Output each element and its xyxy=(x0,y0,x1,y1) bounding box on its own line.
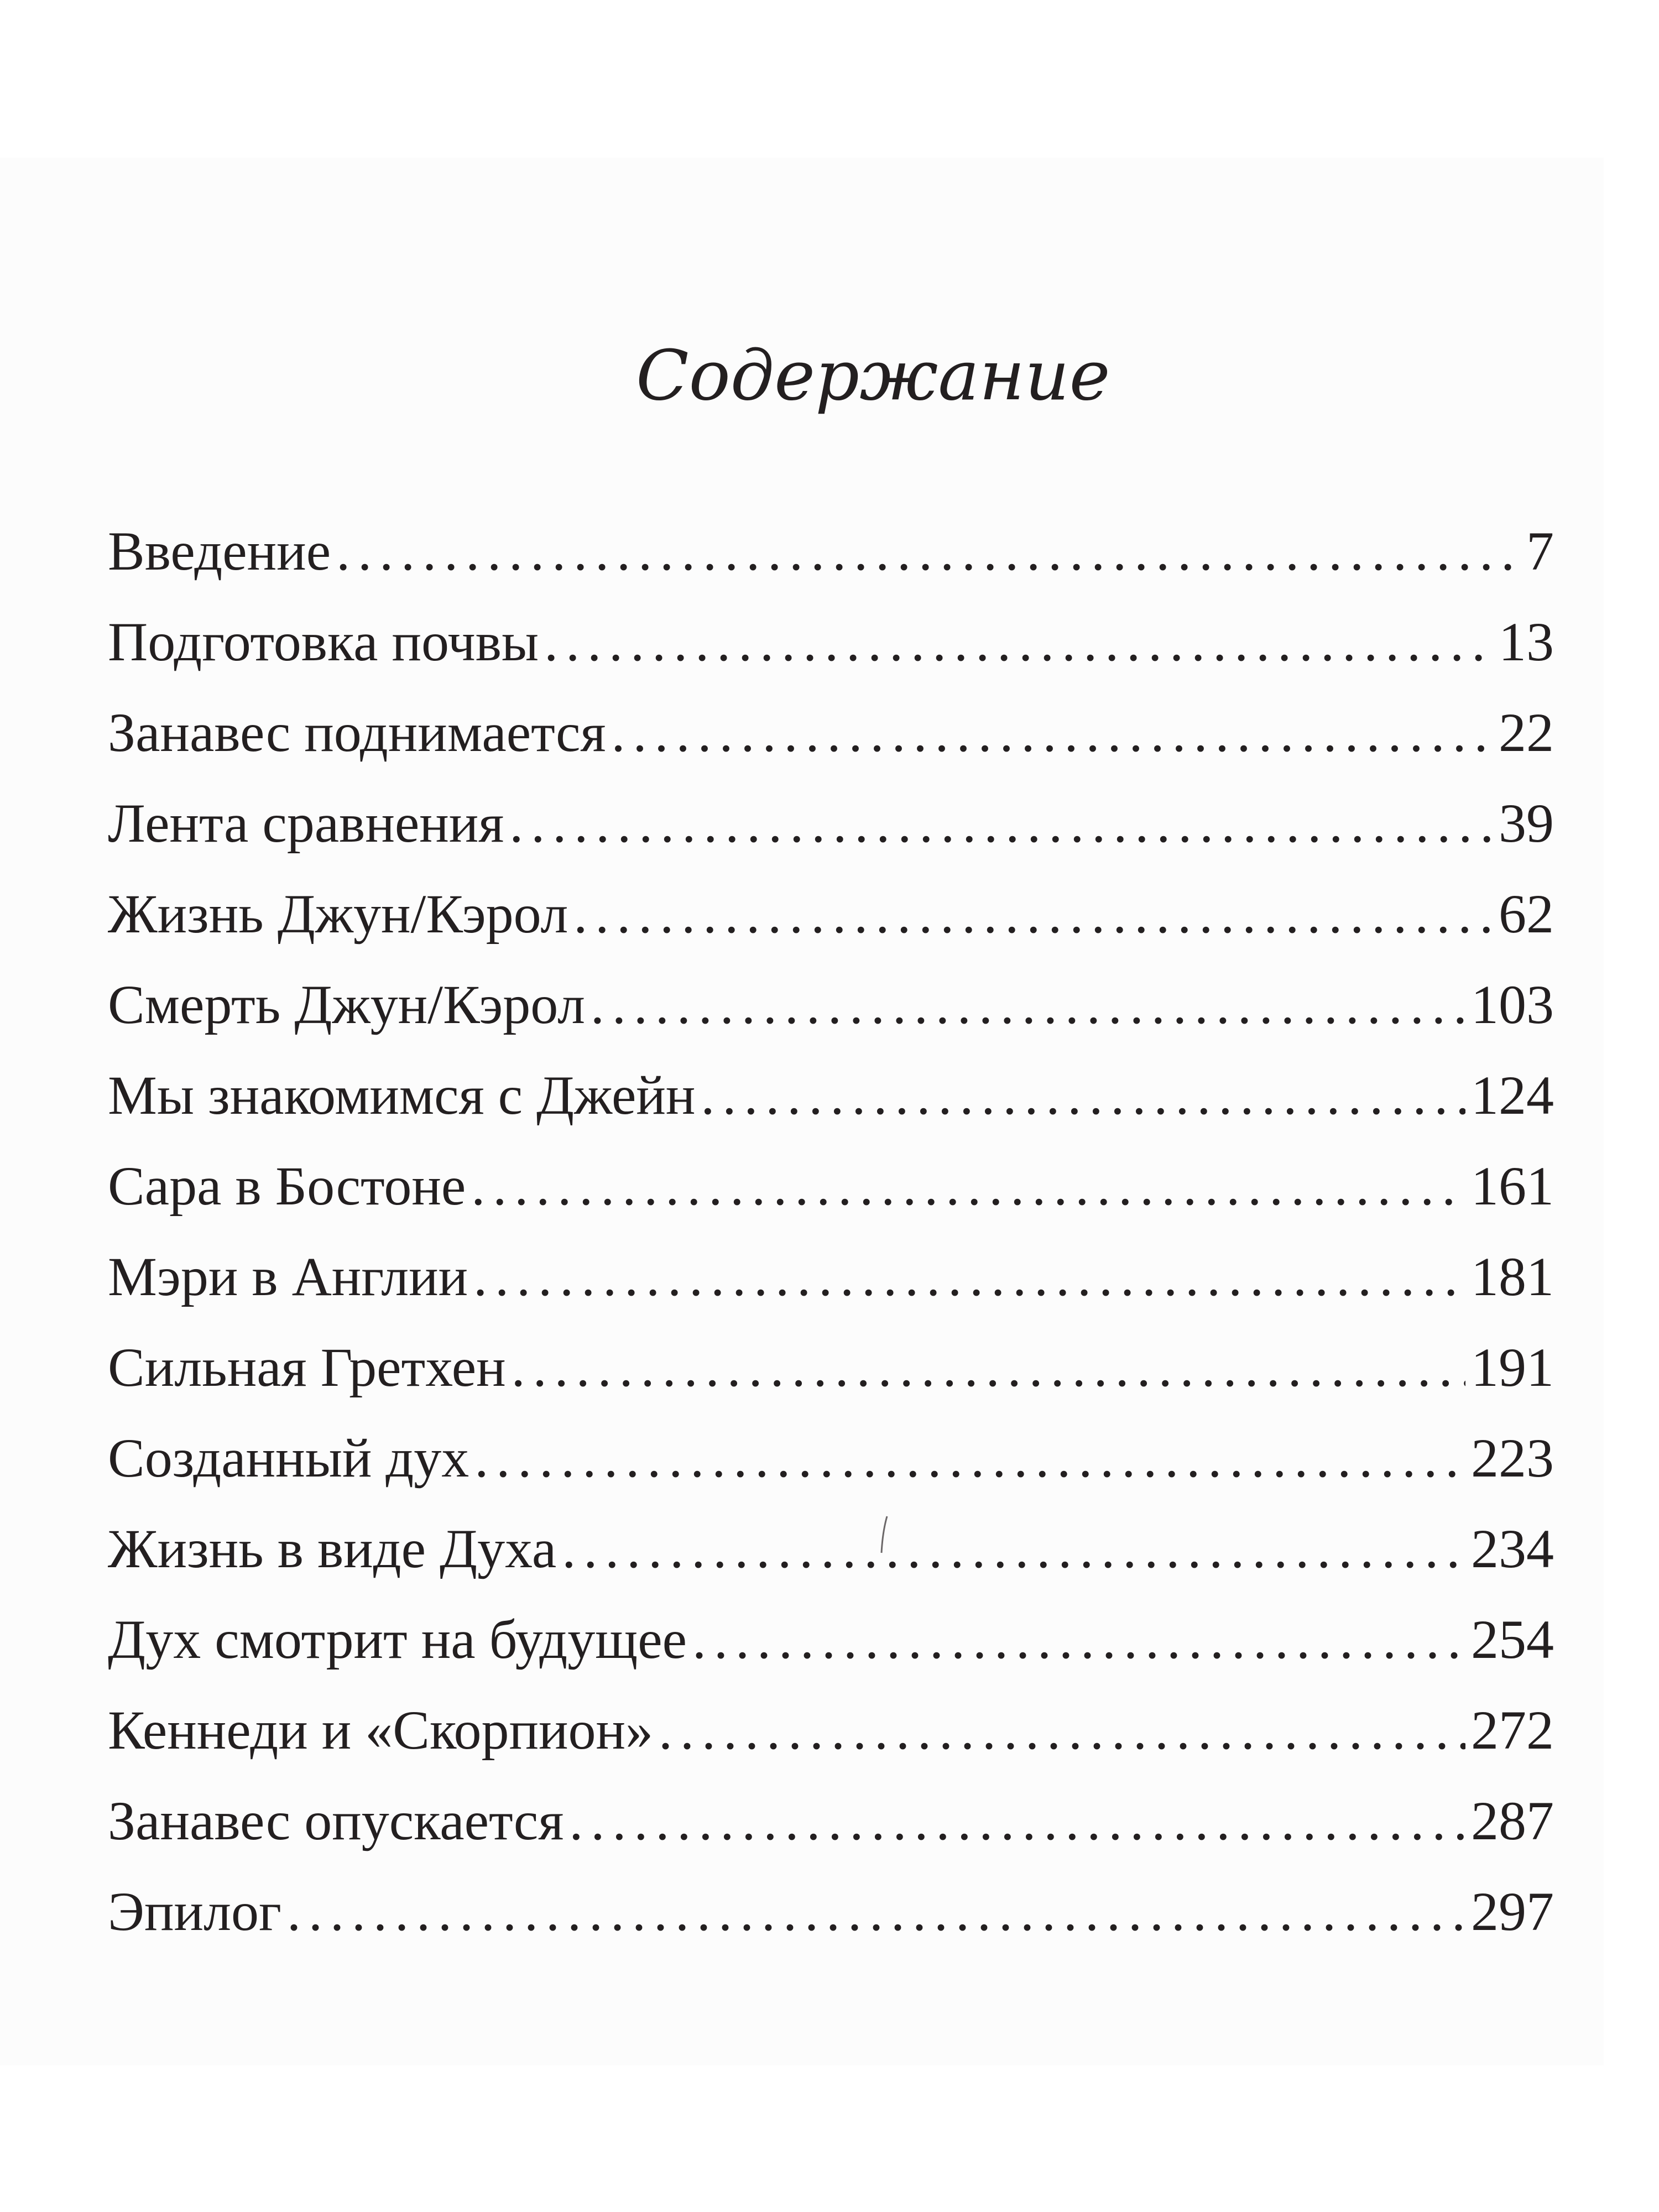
dot-leader xyxy=(612,687,1494,778)
toc-entry-page: 161 xyxy=(1471,1155,1554,1217)
toc-entry xyxy=(108,506,1554,597)
toc-entry-title: Сара в Бостоне xyxy=(108,1155,466,1217)
dot-leader xyxy=(692,1594,1465,1685)
toc-entry xyxy=(108,597,1554,687)
toc-entry-page: 103 xyxy=(1471,974,1554,1035)
dot-leader xyxy=(474,1413,1465,1504)
toc-entry-page: 191 xyxy=(1471,1337,1554,1398)
toc-entry xyxy=(108,959,1554,1050)
toc-entry xyxy=(108,1594,1554,1685)
table-of-contents xyxy=(108,506,1554,1957)
dot-leader xyxy=(569,1776,1465,1866)
toc-entry-title: Дух смотрит на будущее xyxy=(108,1609,687,1670)
toc-entry-title: Лента сравнения xyxy=(108,792,504,854)
toc-entry-page: 272 xyxy=(1471,1699,1554,1761)
toc-entry xyxy=(108,1504,1554,1594)
toc-entry-page: 287 xyxy=(1471,1790,1554,1851)
toc-entry-title: Мэри в Англии xyxy=(108,1246,468,1307)
toc-entry xyxy=(108,1685,1554,1776)
toc-entry-page: 223 xyxy=(1471,1427,1554,1489)
toc-entry-page: 254 xyxy=(1471,1609,1554,1670)
pen-mark xyxy=(879,1515,890,1554)
toc-entry xyxy=(108,1232,1554,1322)
toc-entry xyxy=(108,1322,1554,1413)
dot-leader xyxy=(591,959,1465,1050)
toc-entry xyxy=(108,1050,1554,1141)
dot-leader xyxy=(473,1232,1465,1322)
toc-entry-page: 62 xyxy=(1499,883,1554,945)
toc-entry-page: 7 xyxy=(1526,520,1554,582)
toc-entry-title: Кеннеди и «Скорпион» xyxy=(108,1699,654,1761)
toc-entry-title: Созданный дух xyxy=(108,1427,469,1489)
dot-leader xyxy=(509,778,1493,869)
page-title: Содержание xyxy=(636,336,1110,416)
toc-entry-page: 39 xyxy=(1499,792,1554,854)
toc-entry-title: Смерть Джун/Кэрол xyxy=(108,974,585,1035)
toc-entry-title: Занавес опускается xyxy=(108,1790,564,1851)
toc-entry-page: 22 xyxy=(1499,702,1554,763)
toc-entry-title: Сильная Гретхен xyxy=(108,1337,506,1398)
toc-entry xyxy=(108,1413,1554,1504)
toc-entry-page: 181 xyxy=(1471,1246,1554,1307)
toc-entry-title: Жизнь Джун/Кэрол xyxy=(108,883,568,945)
toc-entry xyxy=(108,869,1554,959)
dot-leader xyxy=(512,1322,1465,1413)
toc-entry-page: 124 xyxy=(1471,1065,1554,1126)
dot-leader xyxy=(336,506,1521,597)
dot-leader xyxy=(562,1504,1465,1594)
toc-entry-title: Мы знакомимся с Джейн xyxy=(108,1065,696,1126)
toc-entry-page: 13 xyxy=(1499,611,1554,672)
dot-leader xyxy=(544,597,1493,687)
toc-entry xyxy=(108,1141,1554,1232)
toc-entry-page: 297 xyxy=(1471,1881,1554,1942)
toc-entry xyxy=(108,687,1554,778)
dot-leader xyxy=(659,1685,1465,1776)
toc-entry xyxy=(108,1866,1554,1957)
toc-entry xyxy=(108,778,1554,869)
toc-entry-title: Занавес поднимается xyxy=(108,702,606,763)
toc-entry-title: Эпилог xyxy=(108,1881,281,1942)
dot-leader xyxy=(471,1141,1465,1232)
toc-entry-title: Подготовка почвы xyxy=(108,611,539,672)
dot-leader xyxy=(701,1050,1465,1141)
toc-entry xyxy=(108,1776,1554,1866)
dot-leader xyxy=(573,869,1493,959)
toc-entry-page: 234 xyxy=(1471,1518,1554,1579)
dot-leader xyxy=(287,1866,1465,1957)
toc-entry-title: Жизнь в виде Духа xyxy=(108,1518,557,1579)
toc-entry-title: Введение xyxy=(108,520,331,582)
